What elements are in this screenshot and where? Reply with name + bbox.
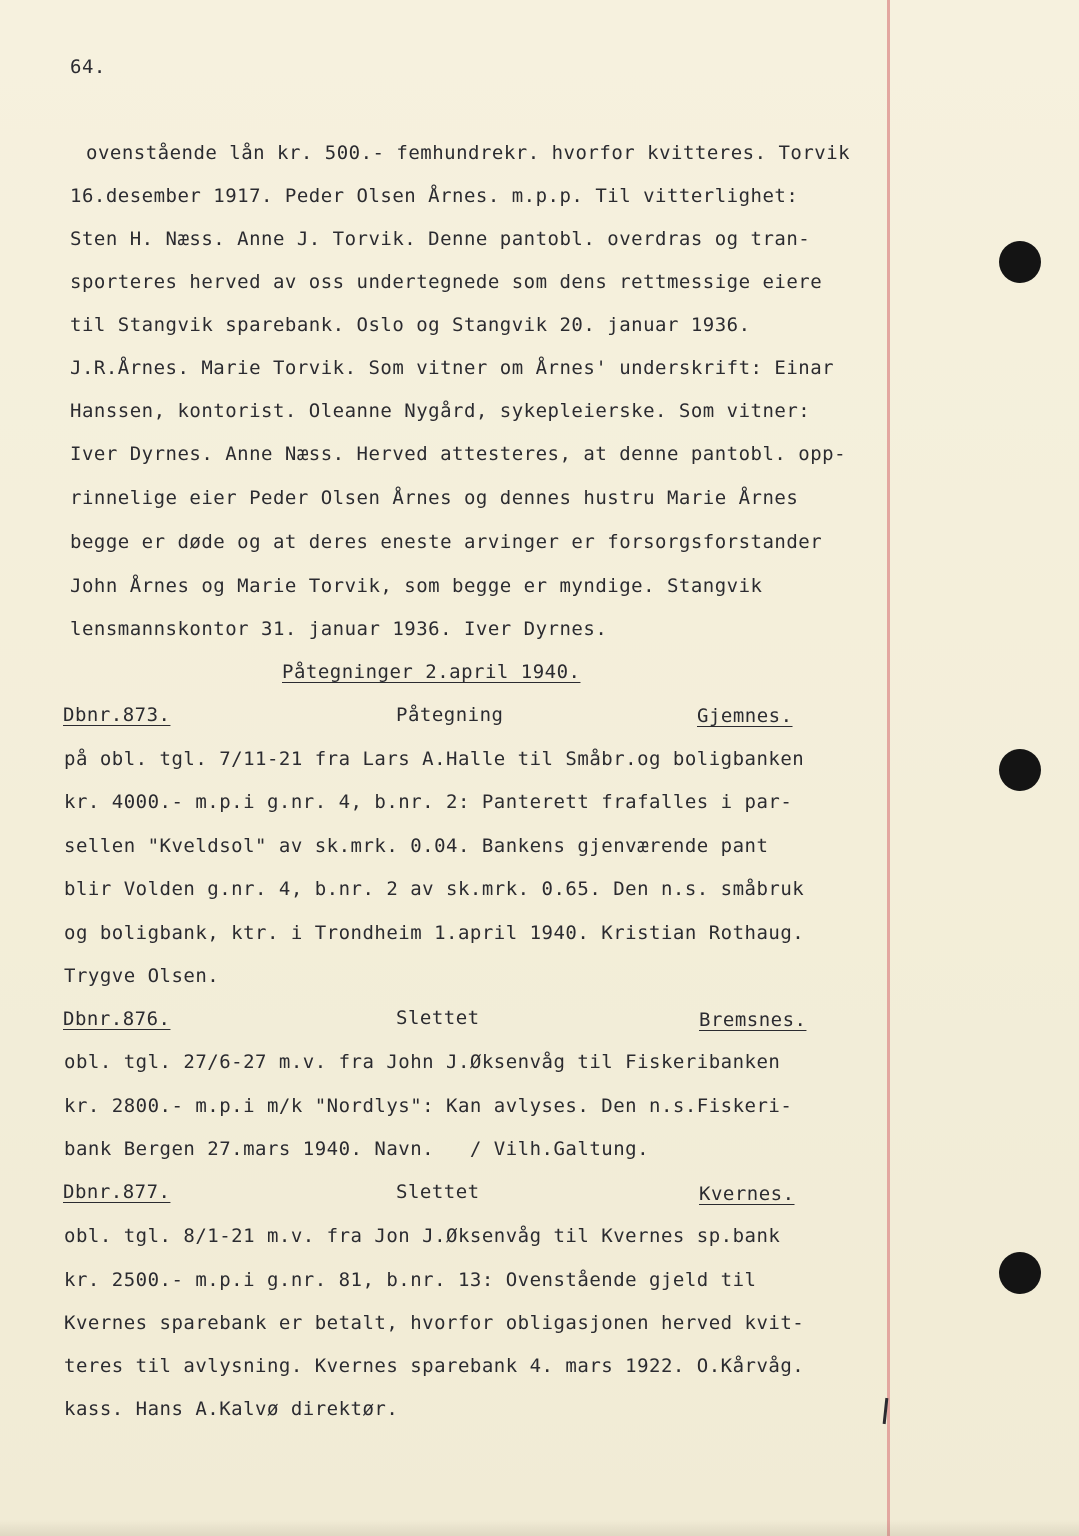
- body-line: Sten H. Næss. Anne J. Torvik. Denne pantobl. overdras og tran-: [70, 228, 811, 250]
- entry-place: Bremsnes.: [699, 1009, 807, 1031]
- entry-line: Kvernes sparebank er betalt, hvorfor obligasjonen herved kvit-: [64, 1312, 805, 1334]
- entry-line: kr. 2800.- m.p.i m/k "Nordlys": Kan avlyses. Den n.s.Fiskeri-: [64, 1095, 793, 1117]
- entry-line: kr. 2500.- m.p.i g.nr. 81, b.nr. 13: Ovenstående gjeld til: [64, 1269, 757, 1291]
- entry-line: obl. tgl. 8/1-21 m.v. fra Jon J.Øksenvåg til Kvernes sp.bank: [64, 1225, 781, 1247]
- entry-line: Trygve Olsen.: [64, 965, 220, 987]
- entry-dbnr: Dbnr.877.: [63, 1181, 171, 1203]
- body-line: 16.desember 1917. Peder Olsen Årnes. m.p.p. Til vitterlighet:: [70, 185, 799, 207]
- entry-type: Slettet: [396, 1181, 480, 1203]
- entry-type: Slettet: [396, 1007, 480, 1029]
- entry-place: Kvernes.: [699, 1183, 795, 1205]
- body-line: Iver Dyrnes. Anne Næss. Herved attesteres, at denne pantobl. opp-: [70, 443, 847, 465]
- scan-edge-shade: [0, 1520, 1079, 1536]
- section-heading: Påtegninger 2.april 1940.: [282, 661, 581, 683]
- punch-hole-middle: [999, 749, 1041, 791]
- body-line: John Årnes og Marie Torvik, som begge er myndige. Stangvik: [70, 575, 763, 597]
- entry-line: bank Bergen 27.mars 1940. Navn. / Vilh.Galtung.: [64, 1138, 650, 1160]
- body-line: ovenstående lån kr. 500.- femhundrekr. hvorfor kvitteres. Torvik: [86, 142, 851, 164]
- entry-dbnr: Dbnr.876.: [63, 1008, 171, 1030]
- body-line: J.R.Årnes. Marie Torvik. Som vitner om Årnes' underskrift: Einar: [70, 357, 835, 379]
- entry-line: blir Volden g.nr. 4, b.nr. 2 av sk.mrk. 0.65. Den n.s. småbruk: [64, 878, 805, 900]
- entry-line: og boligbank, ktr. i Trondheim 1.april 1940. Kristian Rothaug.: [64, 922, 805, 944]
- entry-line: på obl. tgl. 7/11-21 fra Lars A.Halle til Småbr.og boligbanken: [64, 748, 805, 770]
- body-line: begge er døde og at deres eneste arvinger er forsorgsforstander: [70, 531, 823, 553]
- entry-place: Gjemnes.: [697, 705, 793, 727]
- body-line: Hanssen, kontorist. Oleanne Nygård, sykepleierske. Som vitner:: [70, 400, 811, 422]
- entry-type: Påtegning: [396, 704, 504, 726]
- body-line: rinnelige eier Peder Olsen Årnes og dennes hustru Marie Årnes: [70, 487, 799, 509]
- red-margin-line: [887, 0, 890, 1536]
- body-line: til Stangvik sparebank. Oslo og Stangvik 20. januar 1936.: [70, 314, 751, 336]
- body-line: lensmannskontor 31. januar 1936. Iver Dyrnes.: [70, 618, 608, 640]
- punch-hole-bottom: [999, 1252, 1041, 1294]
- entry-line: kass. Hans A.Kalvø direktør.: [64, 1398, 399, 1420]
- entry-dbnr: Dbnr.873.: [63, 704, 171, 726]
- entry-line: obl. tgl. 27/6-27 m.v. fra John J.Øksenvåg til Fiskeribanken: [64, 1051, 781, 1073]
- entry-line: sellen "Kveldsol" av sk.mrk. 0.04. Bankens gjenværende pant: [64, 835, 769, 857]
- body-line: sporteres herved av oss undertegnede som dens rettmessige eiere: [70, 271, 823, 293]
- punch-hole-top: [999, 241, 1041, 283]
- entry-line: kr. 4000.- m.p.i g.nr. 4, b.nr. 2: Panterett frafalles i par-: [64, 791, 793, 813]
- entry-line: teres til avlysning. Kvernes sparebank 4. mars 1922. O.Kårvåg.: [64, 1355, 805, 1377]
- page-number: 64.: [70, 56, 106, 78]
